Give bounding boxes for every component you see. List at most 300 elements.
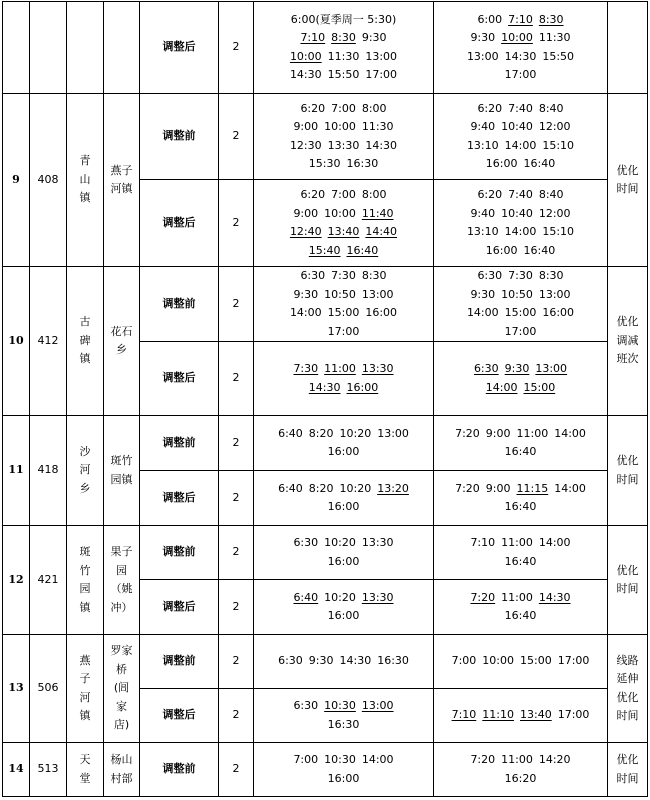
- departure-time: 14:00: [554, 426, 586, 440]
- departure-time: 13:00: [377, 426, 409, 440]
- departure-time: 17:00: [557, 708, 590, 722]
- departure-time: 7:20: [455, 481, 480, 495]
- time-line: [434, 11, 607, 30]
- departure-time: 14:00: [554, 481, 586, 495]
- departure-time: 9:00: [485, 481, 511, 495]
- time-line: [434, 155, 607, 174]
- departure-time: 10:20: [324, 536, 356, 549]
- departure-time: 10:50: [501, 287, 533, 301]
- route-number: 513: [30, 743, 67, 797]
- departure-times-origin: [254, 471, 434, 526]
- route-index: 14: [3, 743, 30, 797]
- changed-departure-time: 7:10: [300, 31, 326, 44]
- route-index: [3, 2, 30, 94]
- adjust-stage-label: 调整前: [140, 635, 219, 689]
- departure-time: 12:00: [538, 120, 571, 133]
- departure-time: 13:00: [365, 49, 398, 63]
- departure-times-destination: [434, 580, 608, 635]
- time-line: [434, 652, 607, 671]
- adjust-stage-label: 调整前: [140, 267, 219, 342]
- changed-departure-time: 15:40: [308, 243, 341, 257]
- departure-time: 16:30: [377, 654, 409, 668]
- time-line: [254, 534, 433, 553]
- changed-departure-time: 9:30: [504, 362, 530, 375]
- departure-times-origin: [254, 743, 434, 797]
- origin-town-line: 青: [79, 154, 91, 168]
- origin-town: [67, 2, 104, 94]
- time-line: [254, 425, 433, 444]
- vehicle-count: 2: [219, 267, 254, 342]
- changed-departure-time: 11:40: [361, 206, 394, 220]
- origin-town-line: 燕: [79, 653, 91, 667]
- departure-time: 17:00: [327, 324, 360, 338]
- departure-time: 17:00: [557, 654, 590, 668]
- vehicle-count: 2: [219, 689, 254, 743]
- departure-time: 10:00: [482, 654, 514, 668]
- time-line: [254, 751, 433, 770]
- departure-time: 17:00: [504, 68, 537, 81]
- time-line: [254, 589, 433, 608]
- table-row: [3, 743, 648, 797]
- departure-time: 11:00: [501, 590, 533, 604]
- origin-town: [67, 743, 104, 797]
- departure-time: 16:40: [504, 500, 537, 513]
- departure-time: 14:00: [466, 306, 499, 319]
- departure-times-origin: [254, 342, 434, 416]
- departure-time: 14:00: [538, 536, 571, 549]
- departure-times-destination: [434, 2, 608, 94]
- changed-departure-time: 16:00: [346, 380, 379, 394]
- departure-time: 7:00: [331, 101, 356, 115]
- departure-time: 14:30: [289, 68, 322, 81]
- adjust-stage-label: 调整前: [140, 416, 219, 471]
- departure-time: 7:40: [508, 188, 533, 201]
- origin-town-line: 子: [79, 672, 91, 685]
- adjustment-note: [608, 267, 648, 416]
- departure-time: 9:30: [470, 31, 496, 44]
- departure-time: 15:00: [504, 306, 537, 319]
- departure-time: 6:00(夏季周一 5:30): [290, 12, 397, 26]
- vehicle-count: 2: [219, 94, 254, 180]
- changed-departure-time: 14:30: [308, 380, 341, 394]
- time-line: [254, 11, 433, 30]
- origin-town: [67, 526, 104, 635]
- departure-time: 6:40: [278, 481, 303, 495]
- time-line: [434, 498, 607, 517]
- adjustment-note-line: 优化: [616, 690, 639, 704]
- time-line: [254, 553, 433, 572]
- adjustment-note: [608, 416, 648, 526]
- time-line: [434, 323, 607, 342]
- destination-town-line: 斑竹: [110, 454, 133, 467]
- origin-town-line: 沙: [79, 444, 91, 458]
- time-line: [434, 118, 607, 137]
- departure-time: 11:00: [516, 426, 549, 440]
- origin-town-line: 河: [79, 690, 91, 704]
- departure-time: 9:40: [470, 206, 496, 220]
- changed-departure-time: 8:30: [331, 31, 356, 44]
- origin-town-line: 天: [79, 753, 91, 766]
- table-row: [3, 526, 648, 580]
- adjustment-note: [608, 2, 648, 94]
- changed-departure-time: 8:30: [538, 12, 564, 26]
- time-line: [254, 100, 433, 119]
- departure-times-origin: [254, 526, 434, 580]
- time-line: [434, 770, 607, 789]
- time-line: [434, 534, 607, 553]
- departure-time: 10:20: [339, 426, 372, 440]
- table-row: [3, 267, 648, 342]
- time-line: [254, 607, 433, 626]
- departure-times-origin: [254, 416, 434, 471]
- time-line: [254, 66, 433, 85]
- destination-town-line: 果子: [110, 545, 133, 558]
- departure-time: 10:40: [501, 120, 533, 133]
- adjust-stage-label: 调整前: [140, 743, 219, 797]
- departure-time: 16:00: [485, 157, 518, 170]
- changed-departure-time: 6:30: [473, 362, 499, 375]
- departure-time: 16:00: [327, 500, 360, 513]
- origin-town-line: 镇: [79, 191, 91, 205]
- time-line: [434, 589, 607, 608]
- adjustment-note: [608, 743, 648, 797]
- destination-town: [104, 267, 140, 416]
- changed-departure-time: 13:30: [361, 590, 394, 604]
- departure-time: 6:00: [477, 12, 503, 26]
- departure-time: 7:00: [293, 753, 319, 766]
- changed-departure-time: 10:00: [501, 31, 533, 44]
- vehicle-count: 2: [219, 342, 254, 416]
- route-index: 12: [3, 526, 30, 635]
- vehicle-count: 2: [219, 471, 254, 526]
- departure-time: 16:00: [365, 306, 398, 319]
- time-line: [434, 425, 607, 444]
- departure-time: 9:30: [361, 31, 387, 44]
- departure-times-destination: [434, 471, 608, 526]
- adjustment-note-line: 优化: [616, 163, 639, 177]
- departure-time: 8:30: [361, 269, 387, 282]
- adjust-stage-label: 调整后: [140, 2, 219, 94]
- departure-time: 14:00: [361, 753, 394, 766]
- departure-time: 7:20: [470, 753, 496, 766]
- departure-times-destination: [434, 416, 608, 471]
- time-line: [254, 205, 433, 224]
- adjust-stage-label: 调整后: [140, 471, 219, 526]
- time-line: [254, 323, 433, 342]
- origin-town: [67, 94, 104, 267]
- destination-town-line: （姚: [110, 582, 133, 595]
- time-line: [434, 286, 607, 305]
- table-row: [3, 416, 648, 471]
- departure-time: 16:00: [327, 609, 360, 622]
- destination-town-line: 冲）: [110, 600, 133, 614]
- vehicle-count: 2: [219, 526, 254, 580]
- time-line: [254, 286, 433, 305]
- origin-town-line: 山: [79, 172, 91, 186]
- departure-time: 15:10: [542, 225, 575, 238]
- origin-town-line: 镇: [79, 709, 91, 722]
- departure-time: 8:30: [538, 269, 564, 282]
- departure-time: 8:40: [538, 188, 564, 201]
- departure-times-destination: [434, 526, 608, 580]
- departure-time: 16:20: [504, 771, 537, 785]
- departure-time: 11:00: [501, 753, 533, 766]
- origin-town-line: 竹: [79, 563, 91, 577]
- changed-departure-time: 14:40: [365, 225, 398, 238]
- vehicle-count: 2: [219, 635, 254, 689]
- origin-town-line: 碑: [79, 333, 91, 347]
- departure-time: 11:30: [327, 49, 360, 63]
- changed-departure-time: 6:40: [293, 590, 319, 604]
- adjustment-note-line: 优化: [616, 563, 639, 577]
- departure-time: 13:00: [538, 287, 571, 301]
- time-line: [254, 379, 433, 398]
- adjustment-note-line: 优化: [616, 315, 639, 329]
- adjustment-note: [608, 635, 648, 743]
- departure-time: 16:40: [504, 554, 537, 568]
- departure-time: 8:00: [361, 188, 387, 201]
- departure-time: 12:00: [538, 206, 571, 220]
- destination-town: [104, 416, 140, 526]
- departure-time: 14:00: [504, 225, 537, 238]
- time-line: [254, 186, 433, 205]
- route-number: [30, 2, 67, 94]
- changed-departure-time: 12:40: [289, 225, 322, 238]
- departure-times-origin: [254, 580, 434, 635]
- time-line: [254, 29, 433, 48]
- departure-time: 6:20: [300, 188, 326, 201]
- time-line: [434, 267, 607, 286]
- destination-town-line: 乡: [116, 343, 127, 356]
- departure-time: 16:00: [542, 306, 575, 319]
- destination-town-line: 罗家: [110, 644, 133, 658]
- origin-town-line: 乡: [79, 481, 91, 495]
- adjustment-note-line: 调减: [616, 333, 639, 347]
- destination-town-line: 燕子: [110, 163, 133, 177]
- destination-town-line: 桥: [116, 662, 127, 676]
- destination-town-line: 家: [116, 699, 127, 713]
- departure-time: 10:40: [501, 206, 533, 220]
- time-line: [434, 205, 607, 224]
- destination-town: [104, 94, 140, 267]
- adjust-stage-label: 调整后: [140, 580, 219, 635]
- departure-time: 6:30: [278, 654, 303, 668]
- adjustment-note-line: 优化: [616, 454, 639, 467]
- destination-town: [104, 2, 140, 94]
- destination-town: [104, 743, 140, 797]
- origin-town-line: 镇: [79, 352, 91, 366]
- adjust-stage-label: 调整前: [140, 526, 219, 580]
- adjust-stage-label: 调整后: [140, 180, 219, 267]
- departure-time: 7:20: [455, 426, 480, 440]
- adjustment-note-line: 时间: [616, 709, 639, 722]
- departure-time: 8:20: [308, 426, 334, 440]
- departure-time: 11:30: [538, 31, 571, 44]
- departure-time: 11:00: [501, 536, 533, 549]
- vehicle-count: 2: [219, 416, 254, 471]
- changed-departure-time: 7:30: [293, 362, 319, 375]
- adjustment-note: [608, 526, 648, 635]
- departure-times-origin: [254, 635, 434, 689]
- destination-town-line: 园镇: [110, 472, 133, 486]
- time-line: [254, 498, 433, 517]
- departure-time: 9:30: [293, 287, 319, 301]
- table-row: [3, 94, 648, 180]
- destination-town: [104, 635, 140, 743]
- departure-time: 6:30: [293, 536, 319, 549]
- adjustment-note-line: 班次: [616, 352, 639, 366]
- changed-departure-time: 15:00: [523, 380, 556, 394]
- changed-departure-time: 13:00: [535, 362, 568, 375]
- changed-departure-time: 13:40: [327, 225, 360, 238]
- destination-town-line: 村部: [110, 771, 133, 785]
- departure-time: 10:30: [324, 753, 356, 766]
- vehicle-count: 2: [219, 743, 254, 797]
- departure-time: 14:30: [339, 654, 372, 668]
- origin-town: [67, 267, 104, 416]
- departure-time: 9:40: [470, 120, 496, 133]
- time-line: [434, 304, 607, 323]
- departure-times-origin: [254, 2, 434, 94]
- schedule-body: [3, 2, 648, 797]
- departure-time: 16:30: [346, 157, 379, 170]
- origin-town-line: 古: [79, 315, 91, 329]
- departure-time: 15:00: [520, 654, 552, 668]
- departure-time: 7:00: [331, 188, 356, 201]
- time-line: [434, 480, 607, 499]
- time-line: [434, 360, 607, 379]
- departure-times-destination: [434, 267, 608, 342]
- table-row: [3, 635, 648, 689]
- departure-time: 16:40: [523, 243, 556, 257]
- departure-times-origin: [254, 267, 434, 342]
- changed-departure-time: 13:40: [520, 708, 552, 722]
- departure-times-destination: [434, 94, 608, 180]
- adjustment-note-line: 时间: [616, 472, 639, 486]
- time-line: [434, 100, 607, 119]
- departure-time: 14:30: [365, 138, 398, 152]
- time-line: [434, 48, 607, 67]
- departure-times-destination: [434, 180, 608, 267]
- departure-time: 6:30: [300, 269, 326, 282]
- time-line: [434, 242, 607, 261]
- changed-departure-time: 10:30: [324, 699, 356, 712]
- vehicle-count: 2: [219, 580, 254, 635]
- time-line: [434, 706, 607, 725]
- origin-town: [67, 416, 104, 526]
- departure-time: 9:00: [485, 426, 511, 440]
- departure-time: 16:00: [485, 243, 518, 257]
- departure-time: 10:20: [339, 481, 372, 495]
- changed-departure-time: 7:10: [451, 708, 477, 722]
- time-line: [254, 480, 433, 499]
- time-line: [254, 267, 433, 286]
- time-line: [254, 48, 433, 67]
- adjustment-note-line: 时间: [616, 582, 639, 595]
- changed-departure-time: 14:30: [538, 590, 571, 604]
- departure-time: 13:30: [361, 536, 394, 549]
- changed-departure-time: 13:20: [377, 481, 409, 495]
- departure-times-destination: [434, 689, 608, 743]
- adjustment-note-line: 延伸: [616, 672, 639, 685]
- departure-time: 14:30: [504, 49, 537, 63]
- departure-time: 10:20: [324, 590, 356, 604]
- time-line: [254, 716, 433, 735]
- adjust-stage-label: 调整后: [140, 689, 219, 743]
- departure-time: 15:10: [542, 138, 575, 152]
- departure-time: 16:00: [327, 554, 360, 568]
- departure-time: 10:50: [324, 287, 356, 301]
- changed-departure-time: 7:20: [470, 590, 496, 604]
- destination-town-line: 店): [113, 718, 130, 732]
- time-line: [254, 770, 433, 789]
- departure-time: 6:20: [300, 101, 326, 115]
- time-line: [254, 443, 433, 462]
- time-line: [434, 553, 607, 572]
- time-line: [254, 118, 433, 137]
- route-number: 418: [30, 416, 67, 526]
- time-line: [434, 379, 607, 398]
- route-number: 412: [30, 267, 67, 416]
- adjust-stage-label: 调整前: [140, 94, 219, 180]
- table-row: [3, 2, 648, 94]
- changed-departure-time: 16:40: [346, 243, 379, 257]
- departure-time: 13:10: [466, 225, 499, 238]
- departure-time: 15:50: [542, 49, 575, 63]
- departure-time: 7:30: [331, 269, 356, 282]
- departure-time: 8:20: [308, 481, 334, 495]
- departure-time: 8:40: [538, 101, 564, 115]
- changed-departure-time: 13:00: [361, 699, 394, 712]
- departure-time: 6:20: [477, 101, 503, 115]
- time-line: [254, 223, 433, 242]
- departure-time: 17:00: [504, 324, 537, 338]
- departure-time: 9:00: [293, 206, 319, 220]
- origin-town: [67, 635, 104, 743]
- origin-town-line: 河: [79, 463, 91, 477]
- departure-time: 16:40: [504, 445, 537, 458]
- departure-time: 11:30: [361, 120, 394, 133]
- time-line: [254, 304, 433, 323]
- time-line: [434, 137, 607, 156]
- departure-time: 16:30: [327, 717, 360, 731]
- departure-time: 15:30: [308, 157, 341, 170]
- departure-time: 7:40: [508, 101, 533, 115]
- changed-departure-time: 13:30: [361, 362, 394, 375]
- origin-town-line: 园: [79, 582, 91, 595]
- departure-time: 7:30: [508, 269, 533, 282]
- departure-times-origin: [254, 94, 434, 180]
- route-index: 13: [3, 635, 30, 743]
- destination-town-line: 杨山: [110, 753, 133, 766]
- departure-time: 9:30: [470, 287, 496, 301]
- time-line: [434, 443, 607, 462]
- departure-time: 8:00: [361, 101, 387, 115]
- time-line: [434, 607, 607, 626]
- departure-times-destination: [434, 635, 608, 689]
- destination-town-line: 花石: [110, 324, 133, 338]
- route-number: 421: [30, 526, 67, 635]
- changed-departure-time: 11:00: [324, 362, 356, 375]
- time-line: [434, 751, 607, 770]
- adjustment-note-line: 时间: [616, 182, 639, 195]
- destination-town: [104, 526, 140, 635]
- changed-departure-time: 7:10: [508, 12, 533, 26]
- route-number: 408: [30, 94, 67, 267]
- departure-times-origin: [254, 180, 434, 267]
- departure-time: 16:40: [504, 609, 537, 622]
- departure-time: 16:00: [327, 771, 360, 785]
